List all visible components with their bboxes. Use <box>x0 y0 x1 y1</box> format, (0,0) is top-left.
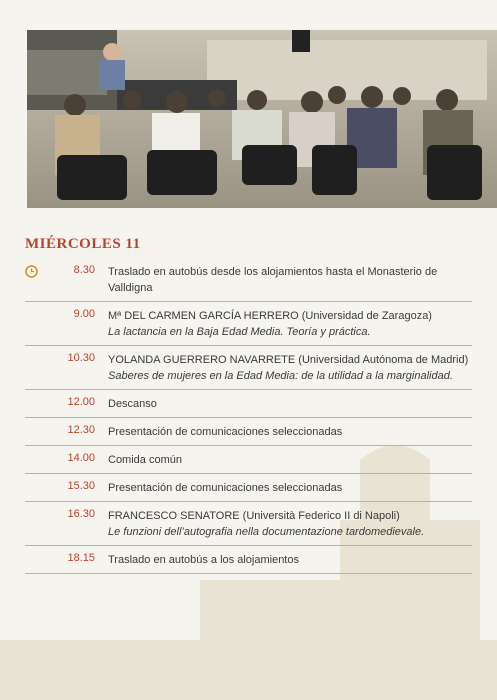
row-desc: Descanso <box>108 398 157 410</box>
row-desc: Presentación de comunicaciones seleccionadas <box>108 482 343 494</box>
row-time: 12.30 <box>67 424 95 436</box>
schedule-row <box>25 302 472 346</box>
row-subtitle: Le funzioni dell’autografia nella documentazione tardomedievale. <box>108 526 425 538</box>
row-time: 12.00 <box>67 396 95 408</box>
row-time: 8.30 <box>73 264 95 276</box>
conference-photo <box>27 30 497 208</box>
schedule-row <box>25 258 472 302</box>
row-time: 18.15 <box>67 552 95 564</box>
row-time: 15.30 <box>67 480 95 492</box>
schedule-row <box>25 418 472 446</box>
schedule-list <box>25 258 472 574</box>
row-time: 10.30 <box>67 352 95 364</box>
row-subtitle: Saberes de mujeres en la Edad Media: de la utilidad a la marginalidad. <box>108 370 453 382</box>
row-time: 9.00 <box>73 308 95 320</box>
schedule-row <box>25 474 472 502</box>
schedule-row <box>25 346 472 390</box>
row-desc: Traslado en autobús a los alojamientos <box>108 554 299 566</box>
day-title: MIÉRCOLES 11 <box>25 236 141 252</box>
schedule-row <box>25 390 472 418</box>
schedule-row <box>25 546 472 574</box>
row-subtitle: La lactancia en la Baja Edad Media. Teoría y práctica. <box>108 326 371 338</box>
row-desc: Comida común <box>108 454 182 466</box>
schedule-row <box>25 446 472 474</box>
row-desc: YOLANDA GUERRERO NAVARRETE (Universidad Autónoma de Madrid) Saberes de mujeres en la Edad Media: de la utilidad a la marginalidad. <box>108 346 472 389</box>
row-desc: Presentación de comunicaciones seleccionadas <box>108 426 343 438</box>
row-time: 14.00 <box>67 452 95 464</box>
row-time: 16.30 <box>67 508 95 520</box>
row-desc: FRANCESCO SENATORE (Università Federico II di Napoli) Le funzioni dell’autografia nella documentazione tardomedievale. <box>108 502 472 545</box>
row-desc: Traslado en autobús desde los alojamientos hasta el Monasterio de Valldigna <box>108 266 438 294</box>
schedule-row <box>25 502 472 546</box>
row-desc: Mª DEL CARMEN GARCÍA HERRERO (Universidad de Zaragoza) La lactancia en la Baja Edad Media. Teoría y práctica. <box>108 302 472 345</box>
